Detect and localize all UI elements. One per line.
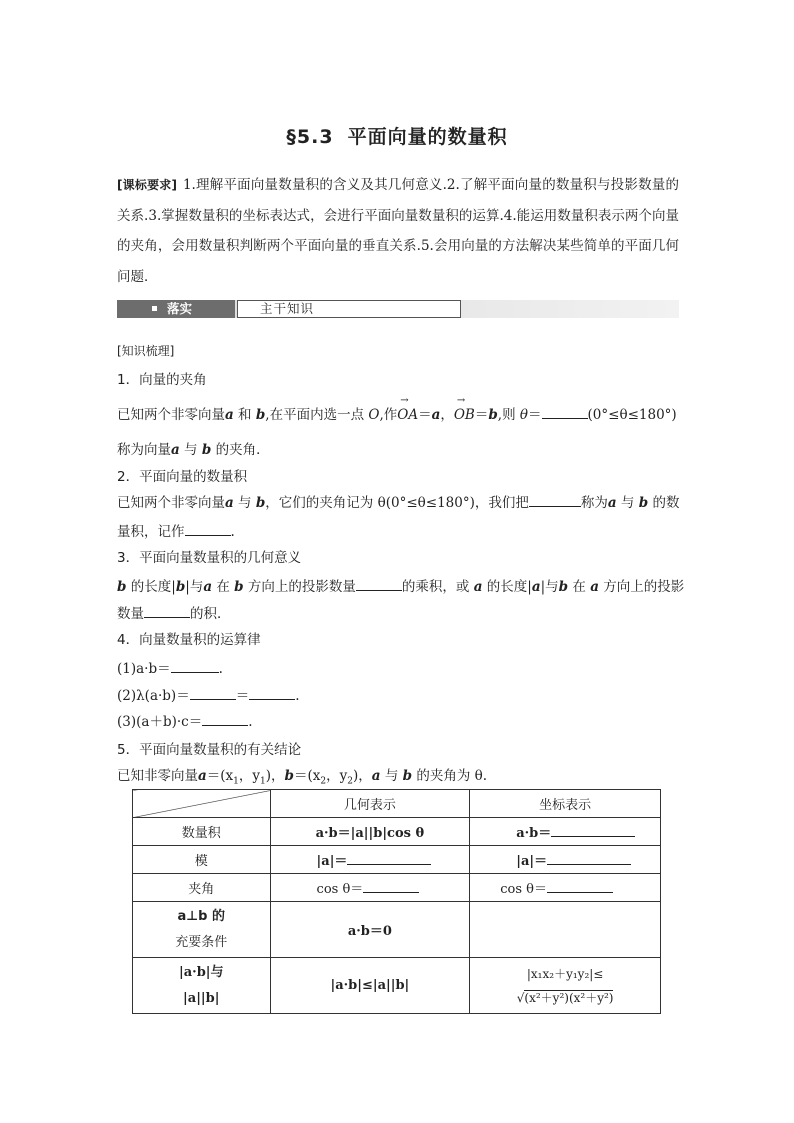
s4-title: 4．向量数量积的运算律 (117, 632, 261, 648)
requirements-text: 1.理解平面向量数量积的含义及其几何意义.2.了解平面向量的数量积与投影数量的关系.3.掌握数量积的坐标表达式，会进行平面向量数量积的运算.4.能运用数量积表示两个向量的夹角，会用数量积判断两个平面向量的垂直关系.5.会用向量的方法解决某些简单的平面几何问题． (117, 177, 679, 285)
header-geometric: 几何表示 (270, 790, 470, 818)
requirements-tag: [课标要求] (117, 178, 177, 192)
s1-line2: 称为向量a 与 b 的夹角． (117, 442, 270, 458)
s2-title: 2．平面向量的数量积 (117, 469, 248, 485)
table-row: |a·b|与 |a||b| |a·b|≤|a||b| |x₁x₂＋y₁y₂|≤ √(x²＋y²)(x²＋y²) (133, 958, 661, 1014)
page-title (0, 122, 794, 149)
s3-title: 3．平面向量数量积的几何意义 (117, 550, 302, 566)
blank-1 (542, 406, 588, 419)
s4-rule3: (3)(a＋b)·c＝ . (117, 714, 253, 730)
diagonal-header-cell (133, 790, 271, 818)
header-coordinate: 坐标表示 (470, 790, 661, 818)
knowledge-heading: [知识梳理] (117, 344, 175, 358)
s2-line1: 已知两个非零向量a 与 b，它们的夹角记为 θ(0°≤θ≤180°)，我们把 称为a 与 b 的数 (117, 495, 680, 511)
section-band (117, 300, 679, 318)
blank-3 (185, 523, 231, 536)
bullet-square-icon (152, 306, 157, 311)
s4-rule2: (2)λ(a·b)＝ ＝ . (117, 688, 300, 704)
s5-title: 5．平面向量数量积的有关结论 (117, 742, 302, 758)
blank-5 (144, 605, 190, 618)
blank-9 (202, 713, 248, 726)
s4-rule1: (1)a·b＝ . (117, 661, 223, 677)
table-row: 模 |a|＝ |a|＝ (133, 846, 661, 874)
s2-line2: 量积，记作 . (117, 524, 235, 540)
table-header-row (133, 790, 661, 818)
s1-title: 1．向量的夹角 (117, 372, 207, 388)
blank-6 (171, 660, 219, 673)
table-row: a⊥b 的 充要条件 a·b＝0 (133, 902, 661, 958)
section-number: §5.3 (286, 126, 334, 148)
s3-line2: 数量 的积． (117, 606, 231, 622)
s3-line1: b 的长度|b|与a 在 b 方向上的投影数量 的乘积，或 a 的长度|a|与b 在 a 方向上的投影 (117, 579, 685, 595)
course-requirements (117, 170, 679, 292)
table-row: 数量积 a·b＝|a||b|cos θ a·b＝ (133, 818, 661, 846)
s1-line1: 已知两个非零向量a 和 b,在平面内选一点 O,作→ OA＝a，→ OB＝b,则 θ＝ (0°≤θ≤180°) (117, 403, 677, 423)
blank-7 (190, 687, 236, 700)
s5-intro: 已知非零向量$a=(x_1$，$y_1$)，$b=(x_2$，$y_2$)，a 与 b 的夹角为 θ. (117, 768, 488, 787)
blank-4 (356, 578, 402, 591)
band-right: 主干知识 (237, 300, 461, 318)
table-row: 夹角 cos θ＝ cos θ＝ (133, 874, 661, 902)
section-title: 平面向量的数量积 (347, 126, 508, 148)
band-left: 落实 (117, 300, 235, 318)
blank-8 (249, 687, 295, 700)
blank-2 (529, 494, 581, 507)
conclusions-table (132, 789, 661, 1014)
